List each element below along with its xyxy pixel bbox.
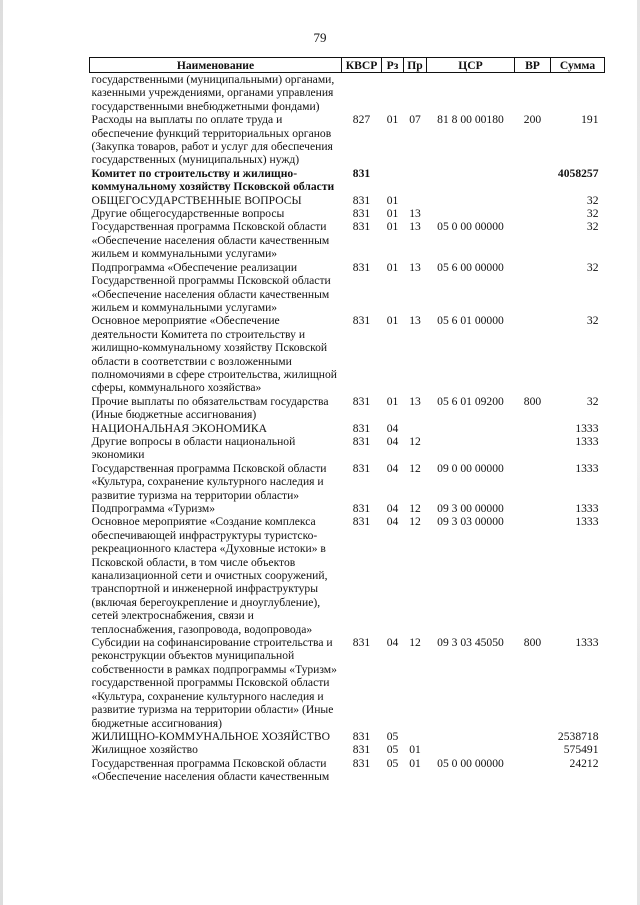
cell-name: Прочие выплаты по обязательствам государства (Иные бюджетные ассигнования) — [91, 394, 329, 422]
cell-vr — [515, 422, 551, 435]
cell-kvsr: 831 — [352, 421, 371, 435]
cell-sum: 191 — [581, 113, 599, 127]
table-row — [90, 502, 605, 515]
table-row — [90, 462, 605, 502]
cell-csr — [427, 730, 515, 743]
cell-sum: 24212 — [569, 756, 599, 770]
cell-csr: 05 6 00 00000 — [437, 260, 504, 274]
cell-rz: 05 — [386, 756, 399, 770]
cell-pr — [404, 422, 427, 435]
cell-rz: 01 — [386, 260, 399, 274]
table-row — [90, 515, 605, 636]
table-row — [90, 435, 605, 462]
cell-pr: 12 — [409, 636, 421, 650]
cell-kvsr: 831 — [352, 502, 371, 515]
cell-pr: 12 — [409, 461, 421, 475]
cell-kvsr: 831 — [352, 314, 371, 328]
header-name: Наименование — [90, 58, 342, 73]
cell-sum: 32 — [586, 260, 599, 274]
cell-pr — [404, 194, 427, 207]
cell-vr — [515, 314, 551, 394]
cell-name: ОБЩЕГОСУДАРСТВЕННЫЕ ВОПРОСЫ — [91, 193, 302, 207]
cell-rz: 01 — [386, 207, 399, 221]
cell-name: Основное мероприятие «Создание комплекса обеспечивающей инфраструктуры туристско-рекреационного кластера «Духовные истоки» в Псковской области, в том числе объектов канализационной сети и очистных сооружений, транспортной и инженерной инфраструктуры (включая берегоукрепление и дноуглубление), сетей электроснабжения, связи и теплоснабжения, газопровода, водопровода» — [91, 515, 328, 636]
cell-name: Другие вопросы в области национальной экономики — [91, 434, 296, 462]
cell-kvsr: 831 — [352, 743, 371, 757]
cell-name: Государственная программа Псковской области «Обеспечение населения области качественным — [91, 756, 330, 784]
cell-csr — [427, 435, 515, 462]
cell-pr — [404, 73, 427, 114]
table-row — [90, 314, 605, 394]
cell-sum: 575491 — [563, 743, 599, 757]
cell-kvsr — [342, 73, 382, 114]
cell-rz: 05 — [386, 743, 399, 757]
header-pr: Пр — [404, 58, 427, 73]
cell-name: НАЦИОНАЛЬНАЯ ЭКОНОМИКА — [91, 421, 268, 435]
cell-vr — [515, 167, 551, 194]
cell-vr: 200 — [523, 113, 542, 127]
cell-csr — [427, 73, 515, 114]
cell-pr — [404, 730, 427, 743]
cell-vr — [515, 73, 551, 114]
cell-sum: 32 — [586, 193, 599, 207]
cell-rz: 01 — [386, 394, 399, 408]
cell-pr: 07 — [409, 113, 421, 127]
cell-sum: 32 — [586, 207, 599, 221]
cell-rz: 04 — [386, 515, 399, 529]
cell-sum: 1333 — [575, 515, 599, 529]
cell-vr — [515, 435, 551, 462]
cell-pr — [404, 167, 427, 194]
cell-name: Комитет по строительству и жилищно-коммунальному хозяйству Псковской области — [91, 166, 335, 194]
table-row — [90, 422, 605, 435]
cell-name: Расходы на выплаты по оплате труда и обеспечение функций территориальных органов (Закупка товаров, работ и услуг для обеспечения государственных (муниципальных) нужд) — [91, 113, 333, 167]
cell-vr: 800 — [523, 394, 542, 408]
cell-rz: 04 — [386, 636, 399, 650]
cell-vr — [515, 194, 551, 207]
cell-vr — [515, 757, 551, 784]
cell-pr: 01 — [409, 756, 421, 770]
cell-pr: 13 — [409, 394, 421, 408]
cell-rz: 04 — [386, 461, 399, 475]
cell-csr: 81 8 00 00180 — [437, 113, 504, 127]
cell-pr: 12 — [409, 434, 421, 448]
cell-kvsr: 831 — [352, 260, 371, 274]
page-number: 79 — [313, 30, 327, 45]
cell-rz — [382, 167, 404, 194]
cell-name: Жилищное хозяйство — [91, 743, 198, 757]
cell-vr: 800 — [523, 636, 542, 650]
table-header — [90, 58, 605, 73]
table-row — [90, 220, 605, 260]
table-row — [90, 194, 605, 207]
cell-kvsr: 831 — [352, 756, 371, 770]
scan-edge-left — [0, 0, 3, 905]
header-kvsr: КВСР — [342, 58, 382, 73]
cell-sum — [551, 73, 605, 114]
cell-kvsr: 831 — [352, 207, 371, 221]
cell-csr — [427, 207, 515, 220]
table-row — [90, 113, 605, 167]
cell-csr: 09 3 03 00000 — [437, 515, 504, 529]
cell-rz — [382, 73, 404, 114]
cell-pr: 13 — [409, 207, 421, 221]
cell-vr — [515, 462, 551, 502]
table-row — [90, 73, 605, 114]
cell-name: государственными (муниципальными) органами, казенными учреждениями, органами управления государственными внебюджетными фондами) — [91, 73, 335, 113]
cell-rz: 01 — [386, 193, 399, 207]
cell-sum: 1333 — [575, 421, 599, 435]
cell-name: Субсидии на софинансирование строительства и реконструкции объектов муниципальной собственности в рамках подпрограммы «Туризм» государственной программы Псковской области «Культура, сохранение культурного наследия и развитие туризма на территории области» (Иные бюджетные ассигнования) — [91, 636, 337, 730]
cell-vr — [515, 207, 551, 220]
cell-sum: 1333 — [575, 434, 599, 448]
cell-sum: 4058257 — [557, 166, 599, 180]
cell-name: Основное мероприятие «Обеспечение деятельности Комитета по строительству и жилищно-коммунальному хозяйству Псковской области в соответствии с возложенными полномочиями в сфере строительства, жилищной сферы, коммунального хозяйства» — [91, 314, 337, 395]
cell-sum: 32 — [586, 314, 599, 328]
cell-pr: 13 — [409, 260, 421, 274]
cell-vr — [515, 743, 551, 756]
cell-sum: 2538718 — [557, 729, 599, 743]
cell-csr: 05 0 00 00000 — [437, 756, 504, 770]
table-row — [90, 207, 605, 220]
cell-csr: 05 0 00 00000 — [437, 220, 504, 234]
cell-rz: 04 — [386, 421, 399, 435]
cell-name: Подпрограмма «Обеспечение реализации Государственной программы Псковской области «Обеспечение населения области качественным жильем и коммунальными услугами» — [91, 260, 331, 314]
cell-rz: 04 — [386, 434, 399, 448]
cell-csr: 05 6 01 00000 — [437, 314, 504, 328]
cell-name: ЖИЛИЩНО-КОММУНАЛЬНОЕ ХОЗЯЙСТВО — [91, 729, 330, 743]
cell-csr: 09 3 03 45050 — [437, 636, 504, 650]
cell-sum: 32 — [586, 394, 599, 408]
cell-rz: 01 — [386, 220, 399, 234]
cell-csr: 09 3 00 00000 — [437, 502, 504, 515]
table-row — [90, 395, 605, 422]
cell-name: Другие общегосударственные вопросы — [91, 207, 285, 221]
cell-name: Государственная программа Псковской области «Культура, сохранение культурного наследия и развитие туризма на территории области» — [91, 461, 327, 502]
cell-sum: 1333 — [575, 502, 599, 515]
cell-pr: 13 — [409, 220, 421, 234]
cell-kvsr: 831 — [352, 220, 371, 234]
cell-csr: 05 6 01 09200 — [437, 394, 504, 408]
cell-kvsr: 831 — [352, 515, 371, 529]
table-row — [90, 167, 605, 194]
cell-name: Государственная программа Псковской области «Обеспечение населения области качественным жильем и коммунальными услугами» — [91, 220, 330, 261]
cell-kvsr: 831 — [352, 166, 371, 180]
cell-rz: 04 — [386, 502, 399, 515]
cell-csr: 09 0 00 00000 — [437, 461, 504, 475]
cell-rz: 01 — [386, 314, 399, 328]
cell-kvsr: 831 — [352, 394, 371, 408]
cell-pr: 01 — [409, 743, 421, 757]
cell-csr — [427, 422, 515, 435]
cell-vr — [515, 502, 551, 515]
cell-kvsr: 831 — [352, 461, 371, 475]
cell-pr: 12 — [409, 502, 421, 515]
budget-table — [89, 57, 605, 784]
cell-kvsr: 831 — [352, 636, 371, 650]
cell-sum: 1333 — [575, 636, 599, 650]
table-row — [90, 743, 605, 756]
cell-name: Подпрограмма «Туризм» — [91, 502, 216, 515]
cell-vr — [515, 220, 551, 260]
cell-vr — [515, 515, 551, 636]
cell-rz: 01 — [386, 113, 399, 127]
cell-kvsr: 831 — [352, 729, 371, 743]
cell-csr — [427, 167, 515, 194]
table-body — [90, 73, 605, 784]
table-row — [90, 261, 605, 315]
cell-kvsr: 827 — [352, 113, 371, 127]
table-row — [90, 757, 605, 784]
cell-sum: 32 — [586, 220, 599, 234]
cell-pr: 13 — [409, 314, 421, 328]
cell-sum: 1333 — [575, 461, 599, 475]
header-rz: Рз — [382, 58, 404, 73]
cell-rz: 05 — [386, 729, 399, 743]
cell-csr — [427, 194, 515, 207]
cell-pr: 12 — [409, 515, 421, 529]
cell-kvsr: 831 — [352, 193, 371, 207]
cell-vr — [515, 730, 551, 743]
header-sum: Сумма — [551, 58, 605, 73]
cell-vr — [515, 261, 551, 315]
table-row — [90, 730, 605, 743]
table-row — [90, 636, 605, 730]
cell-kvsr: 831 — [352, 434, 371, 448]
header-vr: ВР — [515, 58, 551, 73]
cell-csr — [427, 743, 515, 756]
header-csr: ЦСР — [427, 58, 515, 73]
